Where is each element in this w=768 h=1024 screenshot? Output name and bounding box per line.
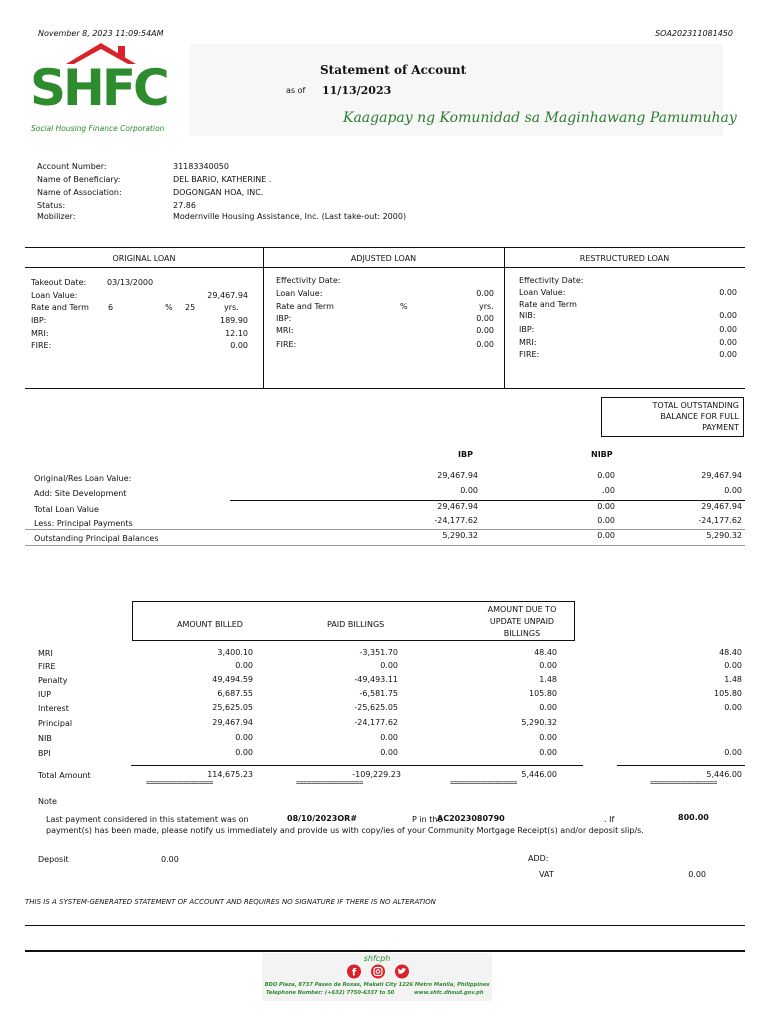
note-ref-overlap: AC2023080790 — [437, 814, 505, 823]
orig-ibp: 189.90 — [220, 316, 248, 325]
res-ibp: 0.00 — [719, 325, 737, 334]
billing-total-value: 1.48 — [724, 675, 742, 684]
orig-takeout-value: 03/13/2000 — [107, 278, 154, 287]
account-label: Status: — [37, 201, 66, 210]
double-rule-3: ================== — [450, 779, 517, 787]
res-rate-label: Rate and Term — [519, 300, 577, 309]
balance-ibp-value: 0.00 — [460, 486, 478, 495]
orig-mri-label: MRI: — [31, 329, 49, 338]
billing-paid-value: 0.00 — [380, 661, 398, 670]
adjusted-loan-header: ADJUSTED LOAN — [350, 254, 417, 263]
account-value: 27.86 — [173, 201, 196, 210]
note-if: . If — [604, 815, 615, 824]
note-label: Note — [38, 797, 57, 806]
balance-total-value: 5,290.32 — [706, 531, 742, 540]
billing-total-value: 0.00 — [724, 661, 742, 670]
adj-loan-value-label: Loan Value: — [276, 289, 323, 298]
total-due: 5,446.00 — [521, 770, 557, 779]
billing-billed-value: 0.00 — [235, 733, 253, 742]
twitter-icon[interactable] — [395, 965, 409, 979]
orig-rate-label: Rate and Term — [31, 303, 89, 312]
billing-paid-value: -6,581.75 — [359, 689, 398, 698]
account-value: DEL BARIO, KATHERINE . — [173, 175, 272, 184]
print-datetime: November 8, 2023 11:09:54AM — [38, 29, 164, 38]
billing-paid-value: -49,493.11 — [354, 675, 398, 684]
double-rule-4: ================== — [650, 779, 717, 787]
as-of-date: 11/13/2023 — [322, 84, 392, 97]
as-of-label: as of — [286, 86, 306, 95]
adj-pct: % — [400, 302, 408, 311]
billing-billed-value: 49,494.59 — [212, 675, 253, 684]
billing-due-value: 5,290.32 — [521, 718, 557, 727]
account-label: Account Number: — [37, 162, 107, 171]
balance-nibp-value: .00 — [602, 486, 615, 495]
total-paid: -109,229.23 — [352, 770, 401, 779]
billing-row-label: BPI — [38, 749, 51, 758]
amount-due-line-1: AMOUNT DUE TO — [487, 605, 557, 614]
orig-ibp-label: IBP: — [31, 316, 47, 325]
billing-row-label: NIB — [38, 734, 52, 743]
res-ibp-label: IBP: — [519, 325, 535, 334]
billing-due-value: 0.00 — [539, 703, 557, 712]
adj-mri-label: MRI: — [276, 326, 294, 335]
footer-address: BDO Plaza, 8737 Paseo de Roxas, Makati City 1226 Metro Manila, Philippines — [264, 982, 490, 988]
note-date-overlap: 08/10/2023OR# — [287, 814, 358, 823]
deposit-value: 0.00 — [161, 855, 179, 864]
billing-total-value: 105.80 — [714, 689, 742, 698]
tob-line-1: TOTAL OUTSTANDING — [652, 401, 739, 410]
billing-billed-value: 29,467.94 — [212, 718, 253, 727]
tagline: Kaagapay ng Komunidad sa Maginhawang Pamumuhay — [343, 110, 737, 126]
balance-ibp-value: 29,467.94 — [437, 502, 478, 511]
balance-row-label: Add: Site Development — [34, 489, 127, 498]
billing-paid-value: -25,625.05 — [354, 703, 398, 712]
amount-billed-header: AMOUNT BILLED — [177, 620, 243, 629]
billing-billed-value: 6,687.55 — [217, 689, 253, 698]
adj-fire: 0.00 — [476, 340, 494, 349]
account-value: DOGONGAN HOA, INC. — [173, 188, 264, 197]
orig-mri: 12.10 — [225, 329, 248, 338]
orig-pct: % — [165, 303, 173, 312]
double-rule-2: ================== — [296, 779, 363, 787]
orig-yrs: yrs. — [224, 303, 239, 312]
total-outstanding: 5,446.00 — [706, 770, 742, 779]
total-billed: 114,675.23 — [207, 770, 253, 779]
balance-total-value: 0.00 — [724, 486, 742, 495]
orig-takeout-label: Takeout Date: — [31, 278, 87, 287]
billing-total-value: 0.00 — [724, 703, 742, 712]
balance-total-value: 29,467.94 — [701, 471, 742, 480]
restructured-loan-header: RESTRUCTURED LOAN — [579, 254, 670, 263]
balance-total-value: 29,467.94 — [701, 502, 742, 511]
balance-ibp-value: -24,177.62 — [434, 516, 478, 525]
vat-label: VAT — [539, 870, 554, 879]
res-mri: 0.00 — [719, 338, 737, 347]
adj-loan-value: 0.00 — [476, 289, 494, 298]
account-value: Modernville Housing Assistance, Inc. (Last take-out: 2000) — [173, 212, 407, 221]
adj-ibp: 0.00 — [476, 314, 494, 323]
res-fire: 0.00 — [719, 350, 737, 359]
adj-fire-label: FIRE: — [276, 340, 297, 349]
billing-due-value: 0.00 — [539, 733, 557, 742]
billing-total-value: 0.00 — [724, 748, 742, 757]
note-line1-prefix: Last payment considered in this statement was on — [46, 815, 249, 824]
res-fire-label: FIRE: — [519, 350, 540, 359]
logo-subtext: Social Housing Finance Corporation — [31, 124, 165, 133]
billing-paid-value: -24,177.62 — [354, 718, 398, 727]
balance-row-label: Outstanding Principal Balances — [34, 534, 159, 543]
orig-rate: 6 — [108, 303, 114, 312]
balance-total-value: -24,177.62 — [698, 516, 742, 525]
double-rule-1: ================== — [146, 779, 213, 787]
original-loan-header: ORIGINAL LOAN — [112, 254, 176, 263]
add-label: ADD: — [528, 854, 549, 863]
tob-line-3: PAYMENT — [702, 423, 739, 432]
balance-nibp-value: 0.00 — [597, 471, 615, 480]
billing-paid-value: 0.00 — [380, 733, 398, 742]
note-line2: payment(s) has been made, please notify us immediately and provide us with copy/ies of your Community Mortgage Receipt(s) and/or deposit slip/s. — [46, 826, 644, 835]
vat-value: 0.00 — [688, 870, 706, 879]
billing-due-value: 0.00 — [539, 748, 557, 757]
billing-row-label: Principal — [38, 719, 73, 728]
billing-billed-value: 3,400.10 — [217, 648, 253, 657]
note-in-the: P in the — [412, 815, 443, 824]
statement-title: Statement of Account — [320, 63, 467, 77]
adj-eff-label: Effectivity Date: — [276, 276, 341, 285]
footer — [262, 953, 492, 1001]
billing-due-value: 1.48 — [539, 675, 557, 684]
billing-paid-value: 0.00 — [380, 748, 398, 757]
footer-website: www.shfc.dhsud.gov.ph — [414, 990, 484, 996]
account-label: Mobilizer: — [37, 212, 76, 221]
ibp-column-header: IBP — [458, 450, 473, 459]
amount-due-line-3: BILLINGS — [503, 629, 541, 638]
shfc-logo — [28, 40, 183, 135]
nibp-column-header: NIBP — [591, 450, 613, 459]
deposit-label: Deposit — [38, 855, 69, 864]
footer-handle: shfcph — [363, 954, 391, 963]
orig-term: 25 — [185, 303, 196, 312]
billing-due-value: 105.80 — [529, 689, 557, 698]
orig-loan-value: 29,467.94 — [207, 291, 248, 300]
balance-nibp-value: 0.00 — [597, 531, 615, 540]
orig-loan-value-label: Loan Value: — [31, 291, 78, 300]
res-eff-label: Effectivity Date: — [519, 276, 584, 285]
billing-due-value: 0.00 — [539, 661, 557, 670]
billing-billed-value: 0.00 — [235, 748, 253, 757]
res-loan-value-label: Loan Value: — [519, 288, 566, 297]
billing-billed-value: 0.00 — [235, 661, 253, 670]
facebook-icon[interactable] — [347, 965, 361, 979]
note-amount: 800.00 — [678, 813, 709, 822]
adj-yrs: yrs. — [479, 302, 494, 311]
orig-fire: 0.00 — [230, 341, 248, 350]
account-label: Name of Beneficiary: — [37, 175, 121, 184]
disclaimer: THIS IS A SYSTEM-GENERATED STATEMENT OF ACCOUNT AND REQUIRES NO SIGNATURE IF THERE IS NO ALTERATION — [25, 898, 436, 906]
balance-nibp-value: 0.00 — [597, 516, 615, 525]
orig-fire-label: FIRE: — [31, 341, 52, 350]
res-nib-label: NIB: — [519, 311, 536, 320]
account-label: Name of Association: — [37, 188, 122, 197]
tob-line-2: BALANCE FOR FULL — [660, 412, 739, 421]
billing-row-label: Penalty — [38, 676, 68, 685]
total-outstanding-box — [601, 397, 744, 437]
billing-billed-value: 25,625.05 — [212, 703, 253, 712]
adj-ibp-label: IBP: — [276, 314, 292, 323]
billing-paid-value: -3,351.70 — [359, 648, 398, 657]
res-nib: 0.00 — [719, 311, 737, 320]
balance-ibp-value: 29,467.94 — [437, 471, 478, 480]
billing-row-label: IUP — [38, 690, 52, 699]
balance-row-label: Total Loan Value — [34, 505, 99, 514]
total-amount-label: Total Amount — [38, 771, 91, 780]
billing-row-label: MRI — [38, 649, 53, 658]
amount-due-line-2: UPDATE UNPAID — [489, 617, 555, 626]
svg-text:f: f — [351, 967, 357, 979]
billing-total-value: 48.40 — [719, 648, 742, 657]
logo-text: SHFC — [30, 59, 167, 117]
amount-due-header — [477, 604, 567, 640]
instagram-icon[interactable] — [371, 965, 385, 979]
adj-mri: 0.00 — [476, 326, 494, 335]
balance-nibp-value: 0.00 — [597, 502, 615, 511]
billing-due-value: 48.40 — [534, 648, 557, 657]
adj-rate-label: Rate and Term — [276, 302, 334, 311]
balance-row-label: Less: Principal Payments — [34, 519, 133, 528]
billing-row-label: FIRE — [38, 662, 56, 671]
soa-number: SOA202311081450 — [655, 29, 733, 38]
balance-row-label: Original/Res Loan Value: — [34, 474, 132, 483]
account-value: 31183340050 — [173, 162, 229, 171]
paid-billings-header: PAID BILLINGS — [327, 620, 385, 629]
res-loan-value: 0.00 — [719, 288, 737, 297]
billing-row-label: Interest — [38, 704, 69, 713]
footer-phone: Telephone Number: (+632) 7750-6337 to 50 — [266, 990, 395, 996]
balance-ibp-value: 5,290.32 — [442, 531, 478, 540]
res-mri-label: MRI: — [519, 338, 537, 347]
